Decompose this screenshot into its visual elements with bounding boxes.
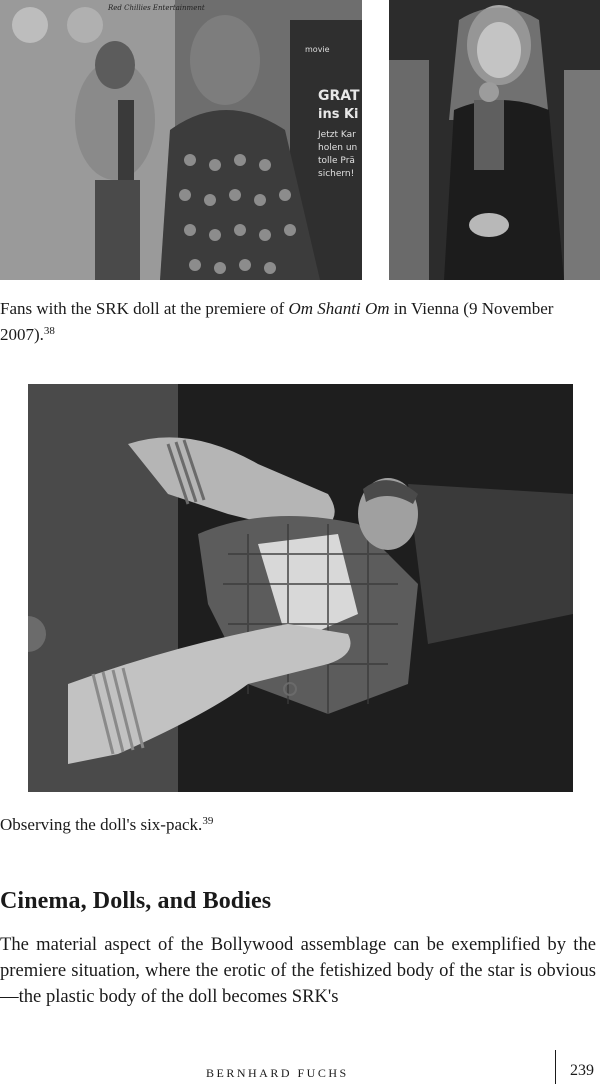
caption-suffix: in Vienna (9 November 2007). <box>0 299 554 344</box>
fan-poster-photo-graphic <box>0 0 362 280</box>
photo-fan-with-poster <box>0 0 362 280</box>
poster-line-1: GRAT <box>318 88 360 104</box>
fan-doll-photo-graphic <box>389 0 600 280</box>
running-footer-author: BERNHARD FUCHS <box>206 1066 349 1080</box>
poster-line-3: Jetzt Kar <box>318 130 356 140</box>
caption-prefix: Fans with the SRK doll at the premiere of <box>0 299 289 318</box>
caption-text: Observing the doll's six-pack. <box>0 815 203 834</box>
section-heading: Cinema, Dolls, and Bodies <box>0 888 272 914</box>
poster-line-4: holen un <box>318 143 358 153</box>
footer-divider <box>555 1050 556 1084</box>
footnote-reference: 38 <box>43 325 55 337</box>
page-number: 239 <box>570 1062 594 1079</box>
poster-line-6: sichern! <box>318 169 355 179</box>
poster-line-5: tolle Prä <box>318 156 355 166</box>
footnote-reference: 39 <box>202 815 214 827</box>
doll-photo-caption <box>0 812 580 838</box>
photo-fan-holding-doll <box>389 0 600 280</box>
doll-photo-graphic <box>28 384 573 792</box>
poster-logo-text: Red Chillies Entertainment <box>108 4 205 12</box>
poster-sticker-text: movie <box>305 45 330 54</box>
body-paragraph: The material aspect of the Bollywood assemblage can be exemplified by the premiere situation, where the erotic of the fetishized body of the star is obvious—the plastic body of the doll becomes SRK's <box>0 934 596 1007</box>
poster-line-2: ins Ki <box>318 107 359 122</box>
caption-film-title: Om Shanti Om <box>288 299 390 318</box>
photo-doll-close-up <box>28 384 573 792</box>
fans-photo-caption <box>0 296 580 348</box>
